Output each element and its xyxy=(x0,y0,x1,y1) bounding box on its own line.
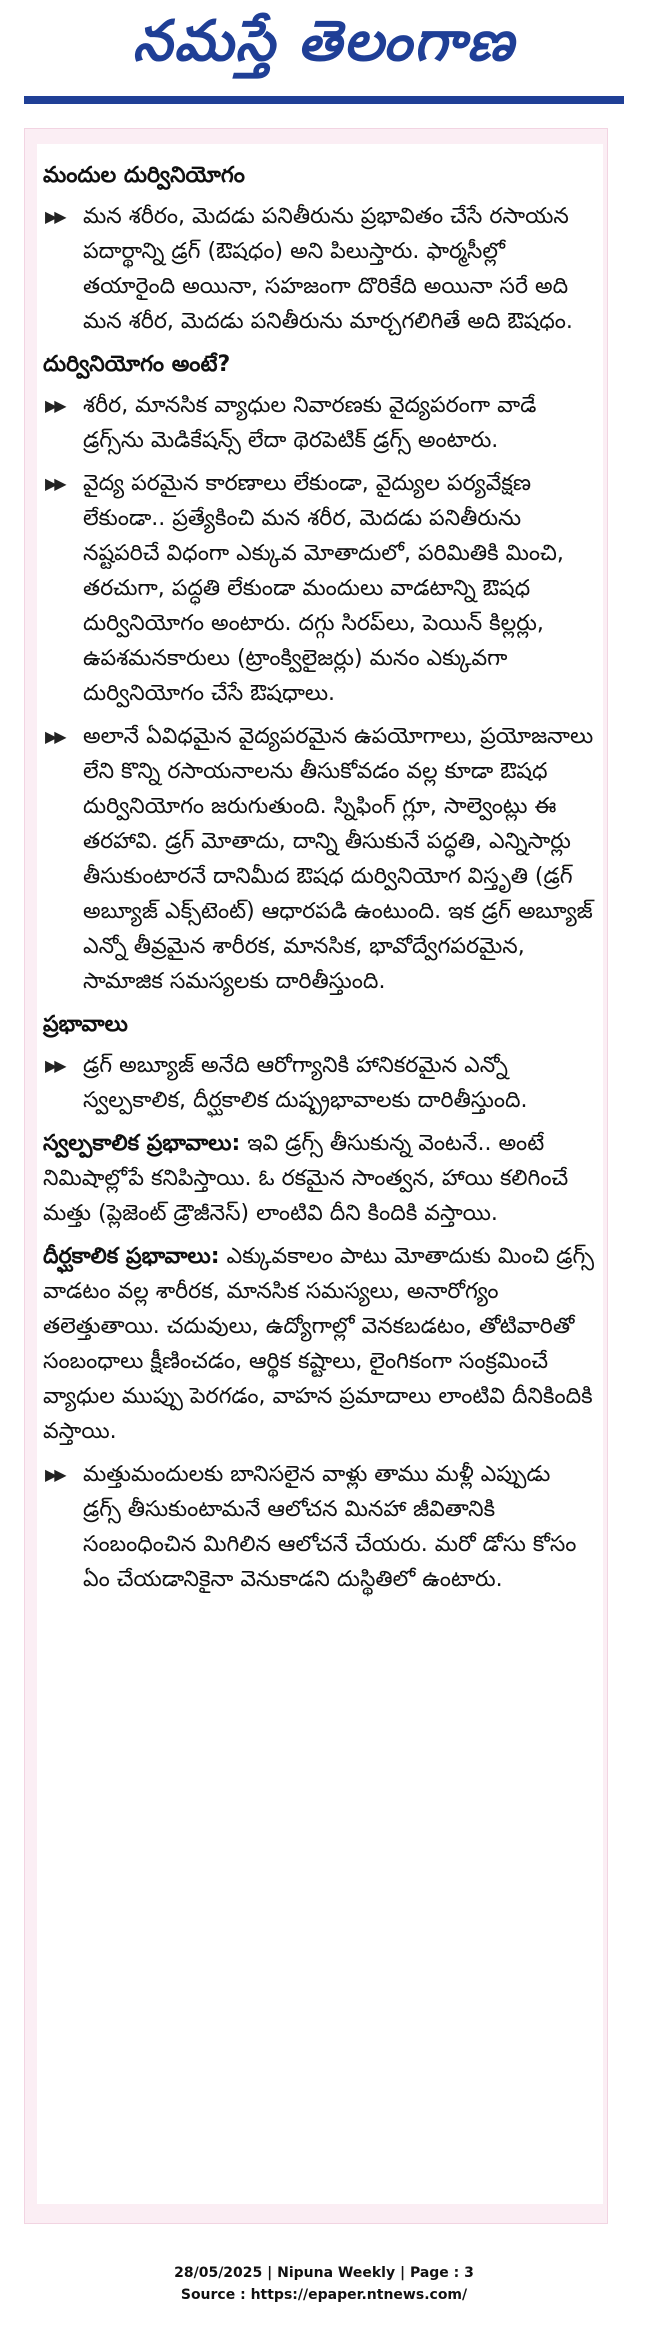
footer-date-page: 28/05/2025 | Nipuna Weekly | Page : 3 xyxy=(174,2265,474,2281)
double-arrow-icon: ▶▶ xyxy=(45,727,64,746)
double-arrow-icon: ▶▶ xyxy=(45,1056,64,1075)
double-arrow-icon: ▶▶ xyxy=(45,474,64,493)
article-body xyxy=(37,144,603,2204)
section-heading-effects: ప్రభావాలు xyxy=(43,1012,128,1037)
section-heading-drug-abuse: మందుల దుర్వినియోగం xyxy=(43,163,245,188)
long-term-effects-label: దీర్ఘకాలిక ప్రభావాలు: xyxy=(43,1244,220,1269)
short-term-effects-paragraph xyxy=(43,1126,595,1231)
short-term-effects-label: స్వల్పకాలిక ప్రభావాలు: xyxy=(43,1131,241,1156)
paragraph-text: అలానే ఏవిధమైన వైద్యపరమైన ఉపయోగాలు, ప్రయోజనాలు లేని కొన్ని రసాయనాలను తీసుకోవడం వల్ల కూడా ఔషధ దుర్వినియోగం జరుగుతుంది. స్నిఫింగ్ గ్లూ, సాల్వెంట్లు ఈ తరహావి. డ్రగ్ మోతాదు, దాన్ని తీసుకునే పద్ధతి, ఎన్నిసార్లు తీసుకుంటారనే దానిమీద ఔషధ దుర్వినియోగ విస్తృతి (డ్రగ్ అబ్యూజ్ ఎక్స్‌టెంట్) ఆధారపడి ఉంటుంది. ఇక డ్రగ్ అబ్యూజ్ ఎన్నో తీవ్రమైన శారీరక, మానసిక, భావోద్వేగపరమైన, సామాజిక సమస్యలకు దారితీస్తుంది. xyxy=(83,724,594,994)
bullet-paragraph xyxy=(43,466,595,711)
paragraph-text: ఇవి డ్రగ్స్ తీసుకున్న వెంటనే.. అంటే నిమిషాల్లోపే కనిపిస్తాయి. ఓ రకమైన సాంత్వన, హాయి కలిగించే మత్తు (ప్లెజెంట్ డ్రౌజీనెస్) లాంటివి దీని కిందికి వస్తాయి. xyxy=(43,1131,569,1226)
paragraph-text: వైద్య పరమైన కారణాలు లేకుండా, వైద్యుల పర్యవేక్షణ లేకుండా.. ప్రత్యేకించి మన శరీర, మెదడు పనితీరును నష్టపరిచే విధంగా ఎక్కువ మోతాదులో, పరిమితికి మించి, తరచుగా, పద్ధతి లేకుండా మందులు వాడటాన్ని ఔషధ దుర్వినియోగం అంటారు. దగ్గు సిరప్‌లు, పెయిన్ కిల్లర్లు, ఉపశమనకారులు (ట్రాంక్విలైజర్లు) మనం ఎక్కువగా దుర్వినియోగం చేసే ఔషధాలు. xyxy=(83,471,564,706)
bullet-paragraph xyxy=(43,388,595,458)
paragraph-text: మత్తుమందులకు బానిసలైన వాళ్లు తాము మళ్లీ ఎప్పుడు డ్రగ్స్ తీసుకుంటామనే ఆలోచన మినహా జీవితానికి సంబంధించిన మిగిలిన ఆలోచనే చేయరు. మరో డోసు కోసం ఏం చేయడానికైనా వెనుకాడని దుస్థితిలో ఉంటారు. xyxy=(83,1462,577,1592)
paragraph-text: డ్రగ్ అబ్యూజ్ అనేది ఆరోగ్యానికి హానికరమైన ఎన్నో స్వల్పకాలిక, దీర్ఘకాలిక దుష్ప్రభావాలకు దారితీస్తుంది. xyxy=(83,1053,528,1113)
page-footer xyxy=(0,2262,648,2306)
paragraph-text: మన శరీరం, మెదడు పనితీరును ప్రభావితం చేసే రసాయన పదార్థాన్ని డ్రగ్ (ఔషధం) అని పిలుస్తారు. ఫార్మసీల్లో తయారైంది అయినా, సహజంగా దొరికేది అయినా సరే అది మన శరీర, మెదడు పనితీరును మార్చగలిగితే అది ఔషధం. xyxy=(83,204,573,334)
section-heading-what-is-abuse: దుర్వినియోగం అంటే? xyxy=(43,352,231,377)
footer-source: Source : https://epaper.ntnews.com/ xyxy=(180,2287,468,2303)
paragraph-text: శరీర, మానసిక వ్యాధుల నివారణకు వైద్యపరంగా వాడే డ్రగ్స్‌ను మెడికేషన్స్ లేదా థెరపెటిక్ డ్రగ్స్ అంటారు. xyxy=(83,393,537,453)
bullet-paragraph xyxy=(43,199,595,339)
bullet-paragraph xyxy=(43,719,595,999)
newspaper-logo: నమస్తే తెలంగాణ xyxy=(132,7,516,74)
double-arrow-icon: ▶▶ xyxy=(45,1465,64,1484)
double-arrow-icon: ▶▶ xyxy=(45,396,64,415)
masthead xyxy=(0,0,648,95)
paragraph-text: ఎక్కువకాలం పాటు మోతాదుకు మించి డ్రగ్స్ వాడటం వల్ల శారీరక, మానసిక సమస్యలు, అనారోగ్యం తలెత్తుతాయి. చదువులు, ఉద్యోగాల్లో వెనకబడటం, తోటివారితో సంబంధాలు క్షీణించడం, ఆర్థిక కష్టాలు, లైంగికంగా సంక్రమించే వ్యాధుల ముప్పు పెరగడం, వాహన ప్రమాదాలు లాంటివి దీనికిందికి వస్తాయి. xyxy=(43,1244,595,1444)
long-term-effects-paragraph xyxy=(43,1239,595,1449)
bullet-paragraph xyxy=(43,1048,595,1118)
masthead-divider xyxy=(24,96,624,104)
double-arrow-icon: ▶▶ xyxy=(45,207,64,226)
bullet-paragraph xyxy=(43,1457,595,1597)
